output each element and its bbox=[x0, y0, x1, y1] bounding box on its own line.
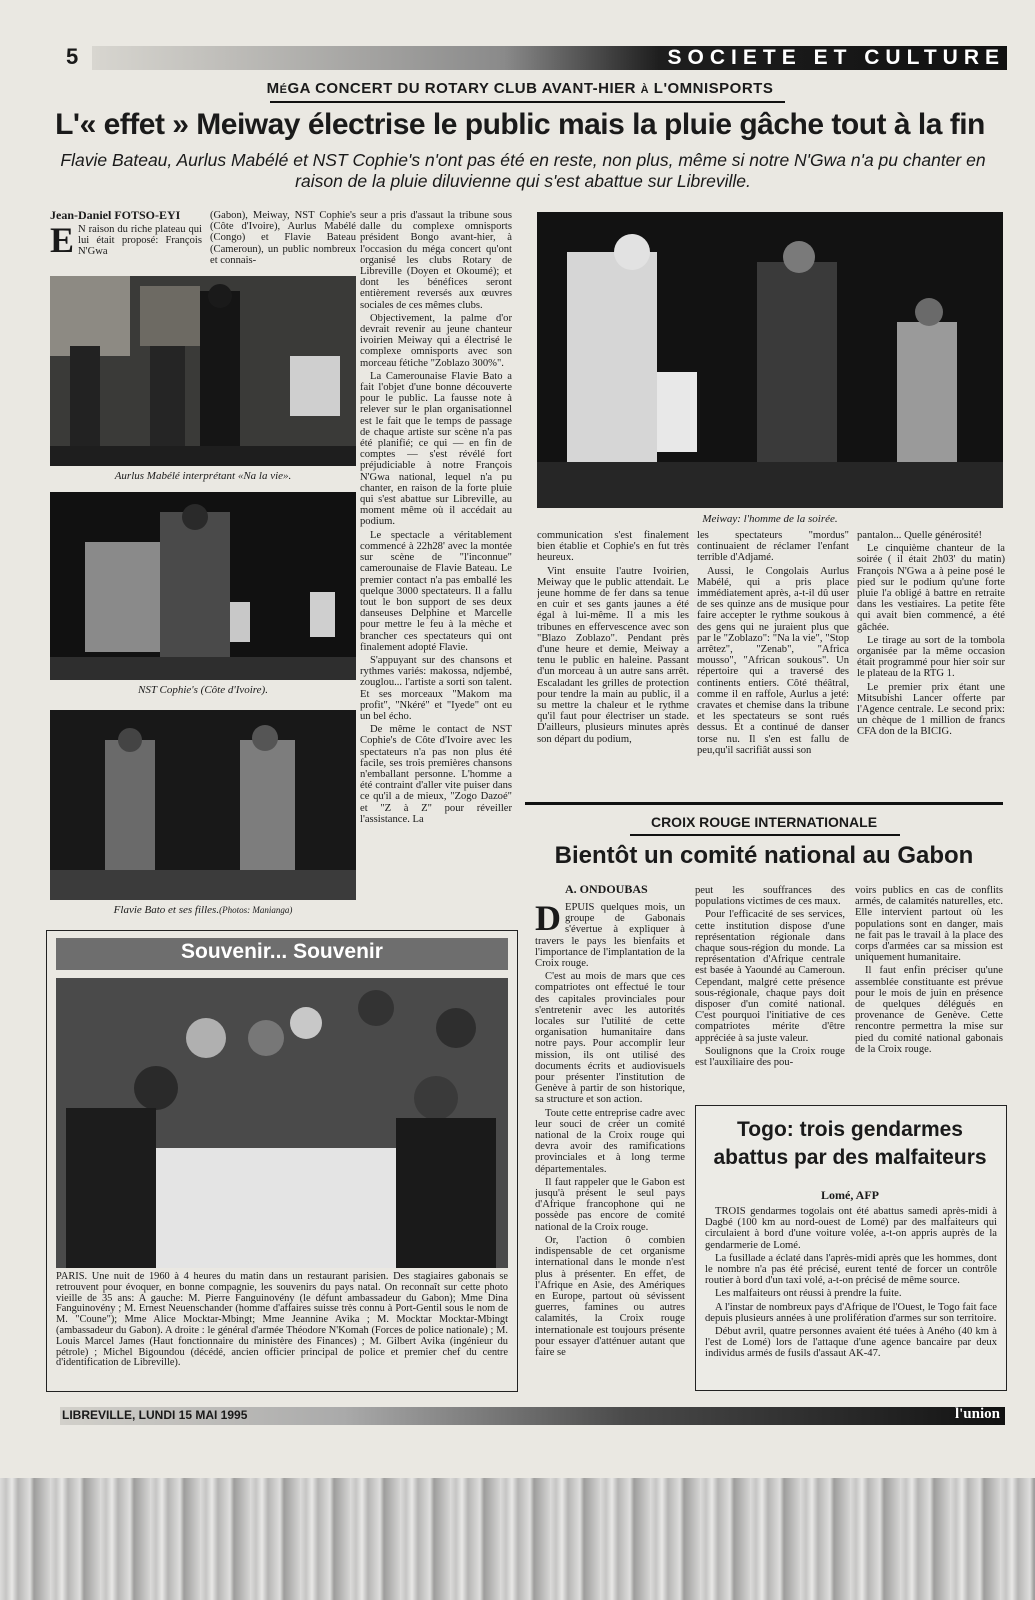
croix-col1-p2: C'est au mois de mars que ces compatriotes ont effectué le tour des capitales provinciales pour s'entretenir avec les autorités locales sur l'utilité de cette organisation humanitaire dans notre pays. Pour accomplir leur mission, ils ont utilisé des documents écrits et audiovisuels pour présenter l'institution de Genève à partir de son historique, sa structure et son action. bbox=[535, 971, 685, 1106]
togo-p4: A l'instar de nombreux pays d'Afrique de l'Ouest, le Togo fait face depuis plusieurs années à une prolifération d'armes sur son territoire. bbox=[705, 1301, 997, 1324]
section-title: SOCIETE ET CULTURE bbox=[667, 46, 1005, 69]
souvenir-caption: PARIS. Une nuit de 1960 à 4 heures du matin dans un restaurant parisien. Des stagiaires gabonais se retrouvent pour évoquer, en bonne compagnie, les souvenirs du pays natal. On reconnaît sur cette photo vieille de 35 ans: A gauche: M. Pierre Fanguinovény (le défunt ambassadeur du Gabon); Mme Dina Fanguinovény ; M. Ernest Neuenschander (homme d'affaires suisse très connu à Port-Gentil sous le nom de M. "Coune"); Mme Alice Mocktar-Mbingt; Mme Jeannine Avika ; M. Mocktar Mocktar-Mbingt (ambassadeur du Gabon). A droite : le général d'armée Théodore N'Komah (Forces de police nationale) ; M. Louis Marcel James (Haut fonctionnaire du ministère des Finances) ; M. Gilbert Avika (ingénieur du pétrole) ; Michel Bigoundou (décédé, ancien officier principal de police et premier chef du centre d'identification de Libreville). bbox=[56, 1272, 508, 1369]
main-col6-p1: pantalon... Quelle générosité! bbox=[857, 530, 983, 541]
main-col4-p1: communication s'est finalement bien établie et Cophie's en fut très heureux. bbox=[537, 530, 689, 564]
main-col4 bbox=[537, 530, 689, 790]
caption-nst: NST Cophie's (Côte d'Ivoire). bbox=[138, 684, 268, 696]
croix-col2 bbox=[695, 885, 845, 1095]
main-col6-p3: Le tirage au sort de la tombola organisée par la même occasion était programmé pour hier soir sur le plateau de la RTG 1. bbox=[857, 634, 1005, 680]
photo-meiway-scene bbox=[537, 212, 1003, 508]
kicker-underline bbox=[270, 101, 785, 103]
caption-flavie-text: Flavie Bato et ses filles. bbox=[113, 904, 220, 916]
main-col3-p2: Objectivement, la palme d'or devrait revenir au jeune chanteur ivoirien Meiway qui a électrisé le complexe omnisports avec son morceau fétiche "Zoblazo 300%". bbox=[360, 312, 512, 369]
main-col3 bbox=[360, 210, 512, 928]
main-col6 bbox=[857, 530, 1005, 790]
croix-col3-p1: voirs publics en cas de conflits armés, de calamités naturelles, etc. Elle intervient partout où les populations sont en danger, mais ne fait pas le travail à la place des corps d'armées car sa mission est uniquement humanitaire. bbox=[855, 885, 1003, 964]
croix-col2-p1: peut les souffrances des populations victimes de ces maux. bbox=[695, 885, 845, 908]
main-col3-p3: La Camerounaise Flavie Bato a fait l'objet d'une bonne découverte pour le public. La fausse note à relever sur le plan organisationnel est le fait que le temps de passage de chaque artiste sur scène n'a pas été planifié; ce qui — en fin de comptes — s'est révélé fort préjudiciable à notre François N'Gwa national, lequel n'a pu chanter, en raison de la forte pluie qui s'est abattue sur Libreville, au moment même où il accédait au podium. bbox=[360, 370, 512, 528]
photo-souvenir-scene bbox=[56, 978, 508, 1268]
croix-col1-p3: Toute cette entreprise cadre avec leur souci de créer un comité national de la Croix rouge qui devra avoir des ramifications provinciales et à long terme départementales. bbox=[535, 1107, 685, 1175]
main-col3-p4: Le spectacle a véritablement commencé à 22h28' avec la montée sur scène de "l'inconnue" camerounaise de Flavie Bateau. Le premier contact n'a pas emballé les quelque 3000 spectateurs. Il a fallu tout le bon support de ses deux danseuses Delphine et Marcelle pour mettre le feu à la mèche et brancher ces spectateurs qui ont finalement adopté Flavie. bbox=[360, 529, 512, 653]
caption-meiway: Meiway: l'homme de la soirée. bbox=[702, 513, 838, 525]
main-subhead: Flavie Bateau, Aurlus Mabélé et NST Cophie's n'ont pas été en reste, non plus, même si notre N'Gwa n'a pu chanter en raison de la pluie diluvienne qui s'est abattue sur Libreville. bbox=[60, 150, 986, 191]
photo-nst-scene bbox=[50, 492, 356, 680]
main-kicker: MéGA CONCERT DU ROTARY CLUB AVANT-HIER à L'OMNISPORTS bbox=[266, 80, 774, 97]
main-col3-p1: seur a pris d'assaut la tribune sous dalle du complexe omnisports président Bongo avant-hier, à l'occasion du méga concert qu'ont organisé les clubs Rotary de Libreville (Doyen et Okoumé); et dont les bénéfices seront entièrement reversés aux œuvres sociales de ces mêmes clubs. bbox=[360, 210, 512, 311]
photo-flavie-bato bbox=[50, 710, 356, 900]
main-col5 bbox=[697, 530, 849, 790]
croix-col2-p3: Soulignons que la Croix rouge est l'auxiliaire des pou- bbox=[695, 1045, 845, 1069]
togo-p3: Les malfaiteurs ont réussi à prendre la fuite. bbox=[715, 1288, 902, 1300]
togo-p1: TROIS gendarmes togolais ont été abattus samedi après-midi à Dagbé (100 km au nord-ouest de Lomé) par des malfaiteurs qui circulaient à bord d'une voiture volée, a-t-on appris auprès de la gendarmerie de Lomé. bbox=[705, 1206, 997, 1251]
main-headline: L'« effet » Meiway électrise le public mais la pluie gâche tout à la fin bbox=[55, 108, 985, 141]
dropcap-e: E bbox=[50, 224, 75, 260]
croix-kicker: CROIX ROUGE INTERNATIONALE bbox=[650, 814, 878, 830]
main-col4-p2: Vint ensuite l'autre Ivoirien, Meiway que le public attendait. Le jeune homme de fer dans sa tenue en cuir et ses gants jaunes a été égal à lui-même. Il a mis les tribunes en effervescence avec son "Blazo Zoblazo". Pendant près d'une heure et demie, Meiway a tenu le public en haleine. Passant d'un morceau à un autre sans arrêt. Escaladant les grilles de protection pour tendre la main au public, il a su mettre la chaleur et le rythme qu'il faut pour électriser un stade. D'ailleurs, plusieurs minutes après son départ du podium, bbox=[537, 565, 689, 745]
dropcap-d: D bbox=[535, 902, 561, 938]
footer-masthead: l'union bbox=[954, 1406, 1000, 1422]
croix-col1-p4: Il faut rappeler que le Gabon est jusqu'à présent le seul pays d'Afrique francophone qui ne possède pas encore de comité national de la Croix rouge. bbox=[535, 1176, 685, 1233]
croix-kicker-underline bbox=[630, 834, 900, 836]
croix-col1 bbox=[535, 902, 685, 1392]
photo-nst-cophies bbox=[50, 492, 356, 680]
croix-col1-p5: Or, l'action ô combien indispensable de cet organisme international dans le monde n'est plus à présenter. En effet, de l'Afrique en Asie, des Amériques en Europe, partout où sévissent guerres, famines ou autres calamités, la Croix rouge internationale est toujours présente pour essayer d'atténuer autant que faire se bbox=[535, 1234, 685, 1358]
photo-aurlus-mabele bbox=[50, 276, 356, 466]
croix-col1-p1 bbox=[535, 902, 685, 969]
caption-aurlus: Aurlus Mabélé interprétant «Na la vie». bbox=[114, 470, 292, 482]
croix-top-rule bbox=[525, 802, 1003, 805]
main-col3-p5: S'appuyant sur des chansons et rythmes variés: makossa, ndjembé, zouglou... l'artiste a sorti son talent. Et ses morceaux "Makom ma profit", "Nkéré" et "Iyede" ont eu un bel écho. bbox=[360, 654, 512, 722]
main-byline: Jean-Daniel FOTSO-EYI bbox=[50, 208, 181, 222]
photo-souvenir bbox=[56, 978, 508, 1268]
main-col6-p2: Le cinquième chanteur de la soirée ( il était 2h03' du matin) François N'Gwa a à peine posé le pied sur le podium qu'une forte pluie l'a obligé à battre en retraite dans les vestiaires. La petite fête qui avait bien commencé, a été gâchée. bbox=[857, 543, 1005, 633]
main-col1-text: N raison du riche plateau qui lui était proposé: François N'Gwa bbox=[78, 224, 202, 258]
caption-flavie bbox=[50, 904, 356, 916]
togo-p2: La fusillade a éclaté dans l'après-midi après que les hommes, dont le nombre n'a pas été précisé, eurent tenté de forcer un contrôle routier à bord d'un taxi volé, a-t-on précisé de même source. bbox=[705, 1252, 997, 1287]
croix-col3 bbox=[855, 885, 1003, 1095]
togo-p5: Début avril, quatre personnes avaient été tuées à Aného (40 km à l'est de Lomé) lors de l'attaque d'une agence bancaire par deux individus armés de fusils d'assaut AK-47. bbox=[705, 1326, 997, 1360]
togo-body bbox=[705, 1206, 997, 1384]
togo-headline: Togo: trois gendarmes abattus par des malfaiteurs bbox=[713, 1118, 987, 1169]
main-col3-p6: De même le contact de NST Cophie's de Côte d'Ivoire avec les spectateurs n'a pas non plus été facile, ses trois premières chansons n'emballant personne. L'homme a été contraint d'aller vite puiser dans ce qu'il a de mieux, "Zogo Dazoé" et "Z à Z" pour réveiller l'assistance. La bbox=[360, 724, 512, 825]
croix-col2-p2: Pour l'efficacité de ses services, cette institution dispose d'une représentation régionale dans chaque sous-région du monde. La représentation d'Afrique centrale est basée à Yaoundé au Cameroun. Cependant, malgré cette présence sous-régionale, chaque pays doit disposer d'un comité national. C'est pourquoi l'initiative de ces compatriotes mérite d'être appréciée à sa juste valeur. bbox=[695, 909, 845, 1044]
main-col5-p2: Aussi, le Congolais Aurlus Mabélé, qui a pris place immédiatement après, a-t-il dû user de ses quinze ans de musique pour faire accepter le rythme soukous à des gens qui ne juraient plus que par le "Zoblazo": "Na la vie", "Stop arrêtez", "Zenab", "Africa mousso", "African soukous". Un répertoire qui a traversé des continents entiers. Côté théâtral, comme il en raffole, Aurlus a jeté: cravates et chemise dans la tribune et les spectateurs se sont rués dessus. Et a continué de danser torse nu. Il s'en est fallu de peu,qu'il sacrifiât aussi son bbox=[697, 565, 849, 756]
croix-byline: A. ONDOUBAS bbox=[565, 882, 648, 896]
page-number: 5 bbox=[66, 44, 79, 69]
photo-meiway bbox=[537, 212, 1003, 508]
croix-col3-p2: Il faut enfin préciser qu'une assemblée constituante est prévue pour le mois de juin en présence de quelques délégués en provenance de Genève. Cette rencontre permettra la mise sur pied du comité national gabonais de la Croix rouge. bbox=[855, 965, 1003, 1055]
croix-headline: Bientôt un comité national au Gabon bbox=[554, 842, 974, 869]
main-col2: (Gabon), Meiway, NST Cophie's (Côte d'Ivoire), Aurlus Mabélé (Congo) et Flavie Bateau (Cameroun), un public nombreux et connais- bbox=[210, 210, 356, 266]
main-col1 bbox=[50, 224, 202, 270]
main-col5-p1: les spectateurs "mordus" continuaient de réclamer l'enfant terrible d'Adjamé. bbox=[697, 530, 849, 564]
footer-dateline: LIBREVILLE, LUNDI 15 MAI 1995 bbox=[62, 1408, 248, 1422]
souvenir-title: Souvenir... Souvenir bbox=[181, 940, 383, 963]
scan-bottom-noise bbox=[0, 1478, 1035, 1600]
togo-byline: Lomé, AFP bbox=[821, 1188, 879, 1202]
photo-credit: (Photos: Manianga) bbox=[219, 905, 293, 915]
main-col6-p4: Le premier prix étant une Mitsubishi Lancer offerte par l'Agence centrale. Le second prix: un chèque de 1 million de francs CFA don de la BICIG. bbox=[857, 681, 1005, 738]
croix-col1-p1-text: EPUIS quelques mois, un groupe de Gabonais s'évertue à expliquer à travers le pays les bienfaits et l'importance de l'implantation de la Croix rouge. bbox=[535, 902, 685, 970]
photo-flavie-scene bbox=[50, 710, 356, 900]
photo-aurlus-scene bbox=[50, 276, 356, 466]
